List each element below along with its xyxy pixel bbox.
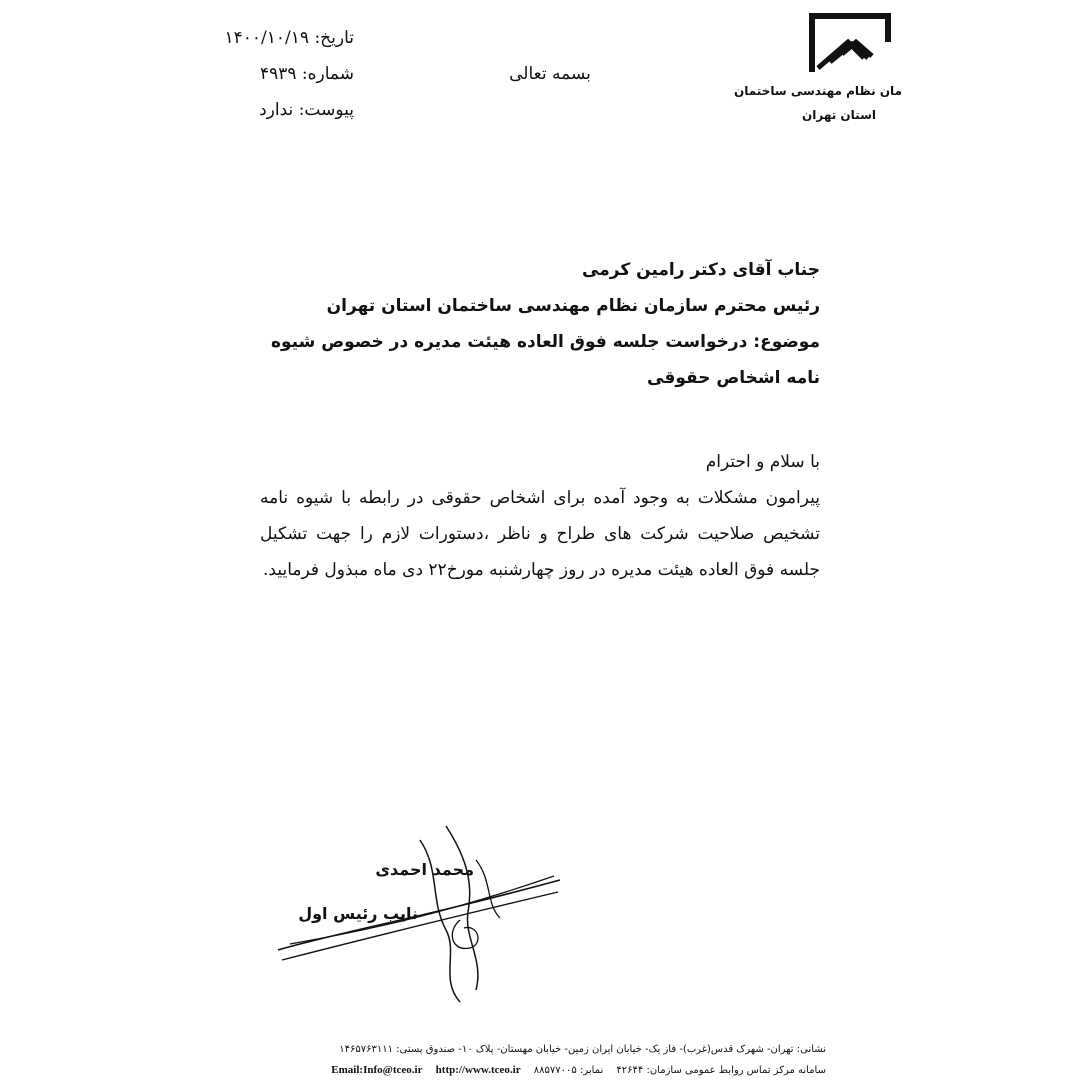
footer-call-center: سامانه مرکز تماس روابط عمومی سازمان: ۴۲۶۴۴ bbox=[616, 1065, 826, 1076]
organization-name: مان نظام مهندسی ساختمان bbox=[734, 84, 902, 98]
organization-province: استان تهران bbox=[802, 108, 876, 122]
date-row bbox=[225, 20, 354, 56]
basmala-heading: بسمه تعالی bbox=[509, 64, 591, 84]
greeting: با سلام و احترام bbox=[705, 452, 820, 472]
building-logo-icon bbox=[808, 12, 892, 76]
footer-email: Email:Info@tceo.ir bbox=[331, 1064, 423, 1076]
letter-footer bbox=[296, 1040, 826, 1080]
letter-meta bbox=[225, 20, 354, 128]
signatory-title: نایب رئیس اول bbox=[298, 904, 418, 923]
date-value: ۱۴۰۰/۱۰/۱۹ bbox=[224, 28, 310, 48]
attachment-value: ندارد bbox=[259, 100, 294, 120]
footer-address: نشانی: تهران- شهرک قدس(غرب)- فاز یک- خیابان ایران زمین- خیابان مهستان- پلاک ۱۰- صندوق پستی: ۱۴۶۵۷۶۳۱۱۱ bbox=[339, 1044, 826, 1055]
footer-website: http://www.tceo.ir bbox=[435, 1064, 521, 1076]
footer-contact-row bbox=[296, 1060, 826, 1080]
signature-block bbox=[270, 820, 570, 1020]
date-label: تاریخ: bbox=[314, 28, 354, 48]
footer-fax: نمابر: ۸۸۵۷۷۰۰۵ bbox=[533, 1065, 604, 1076]
number-value: ۴۹۳۹ bbox=[259, 64, 297, 84]
addressee-block bbox=[260, 252, 820, 396]
body-paragraph: پیرامون مشکلات به وجود آمده برای اشخاص حقوقی در رابطه با شیوه نامه تشخیص صلاحیت شرکت های طراح و ناظر ،دستورات لازم را جهت تشکیل جلسه فوق العاده هیئت مدیره در روز چهارشنبه مورخ۲۲ دی ماه مبذول فرمایید. bbox=[260, 488, 820, 580]
organization-logo bbox=[734, 8, 910, 128]
letter-body bbox=[260, 444, 820, 588]
recipient-title: رئیس محترم سازمان نظام مهندسی ساختمان استان تهران bbox=[326, 296, 820, 316]
attachment-label: پیوست: bbox=[298, 100, 354, 120]
letter-subject: موضوع: درخواست جلسه فوق العاده هیئت مدیره در خصوص شیوه نامه اشخاص حقوقی bbox=[270, 332, 820, 388]
signatory-name: محمد احمدی bbox=[375, 860, 474, 879]
recipient-name: جناب آقای دکتر رامین کرمی bbox=[582, 260, 820, 280]
number-row bbox=[225, 56, 354, 92]
attachment-row bbox=[225, 92, 354, 128]
number-label: شماره: bbox=[301, 64, 354, 84]
